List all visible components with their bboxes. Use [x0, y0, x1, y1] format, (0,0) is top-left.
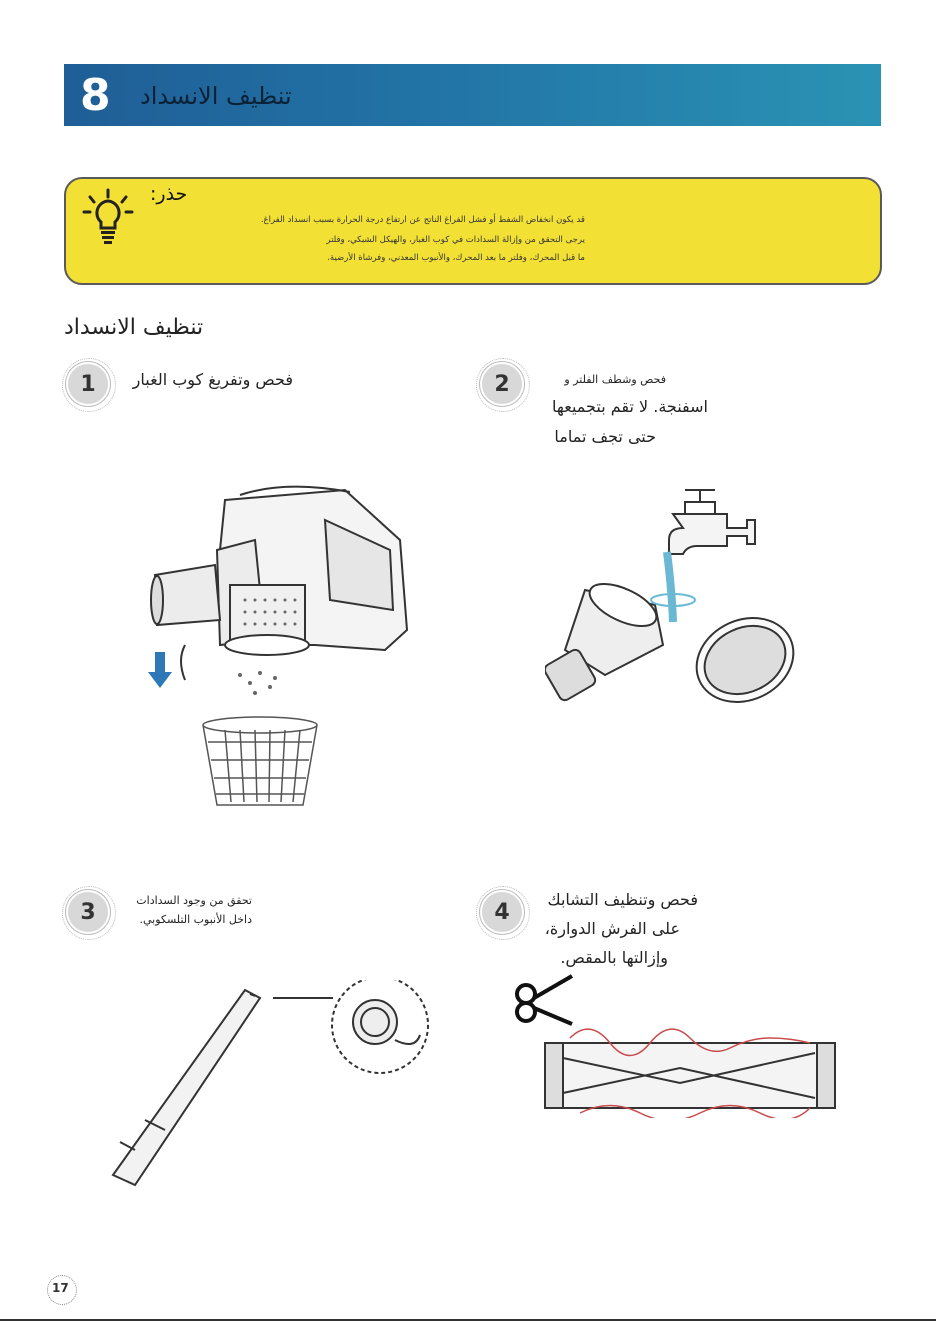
step-4-text-line: فحص وتنظيف التشابك [547, 890, 698, 909]
brush-roll-illustration [510, 968, 840, 1118]
section-number: 8 [80, 70, 111, 121]
warning-text-line: ما قبل المحرك، وفلتر ما بعد المحرك، والأنبوب المعدني، وفرشاة الأرضية. [327, 253, 585, 263]
step-3-text-line: داخل الأنبوب التلسكوبي. [139, 913, 252, 926]
bottom-rule [0, 1319, 936, 1321]
step-2-badge: 2 [480, 362, 524, 406]
step-2-text-line: حتى تجف تماما [554, 427, 656, 446]
subheading: تنظيف الانسداد [64, 315, 204, 340]
step-3-badge: 3 [66, 890, 110, 934]
step-1-text: فحص وتفريغ كوب الغبار [132, 370, 293, 389]
section-title: تنظيف الانسداد [140, 82, 292, 110]
step-4-text-line: وإزالتها بالمقص. [560, 948, 668, 967]
step-1-badge: 1 [66, 362, 110, 406]
telescopic-tube-illustration [105, 980, 445, 1195]
page-number: 17 [52, 1281, 69, 1295]
step-2-text-line: فحص وشطف الفلتر و [564, 373, 666, 386]
warning-title: حذر: [150, 183, 188, 205]
step-2-text-line: اسفنجة. لا تقم بتجميعها [552, 397, 708, 416]
step-4-badge: 4 [480, 890, 524, 934]
filter-rinse-illustration [545, 480, 805, 710]
vacuum-dust-cup-illustration [145, 480, 425, 820]
scissors-icon [517, 976, 572, 1024]
lightbulb-icon [82, 188, 134, 250]
step-4-text-line: على الفرش الدوارة، [544, 919, 680, 938]
step-3-text-line: تحقق من وجود السدادات [136, 894, 252, 907]
warning-text-line: يرجى التحقق من وإزالة السدادات في كوب الغبار، والهيكل الشبكي، وفلتر [326, 235, 585, 245]
warning-text-line: قد يكون انخفاض الشفط أو فشل الفراغ الناتج عن ارتفاع درجة الحرارة بسبب انسداد الفراغ. [260, 215, 585, 225]
